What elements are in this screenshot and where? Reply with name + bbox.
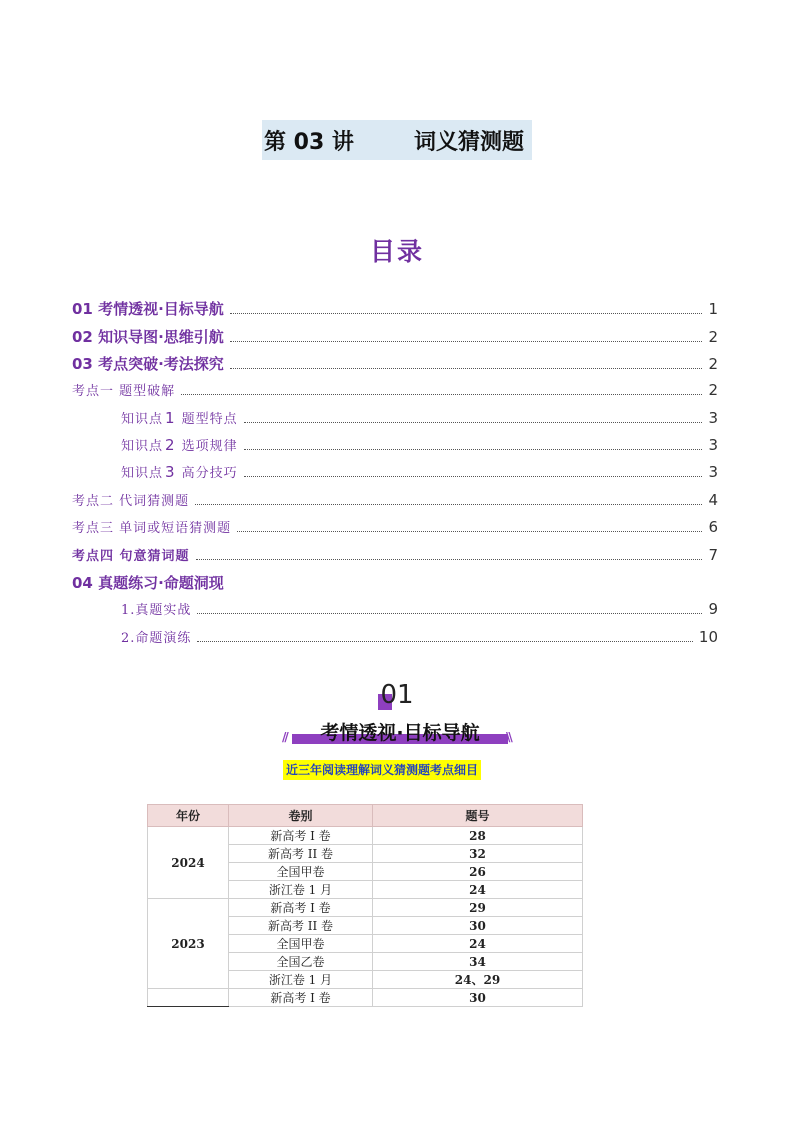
toc-item[interactable]: 知识点 3 高分技巧 3: [121, 463, 718, 481]
toc-heading: 目录: [369, 237, 424, 266]
section-number: 01: [380, 680, 414, 710]
toc-item[interactable]: 知识点 2 选项规律 3: [121, 436, 718, 454]
table-header-row: [148, 805, 583, 827]
column-header: 题号: [373, 805, 583, 827]
toc-item[interactable]: 1.真题实战 9: [121, 600, 718, 618]
paper-cell: 全国乙卷: [229, 953, 373, 971]
toc-item[interactable]: 考点四 句意猜词题 7: [72, 546, 718, 564]
question-cell: 30: [373, 989, 583, 1007]
year-cell: [148, 989, 229, 1007]
paper-cell: 新高考 II 卷: [229, 845, 373, 863]
section-header: [280, 718, 520, 746]
section-title: 考情透视·目标导航: [320, 722, 480, 744]
toc-item[interactable]: 02 知识导图·思维引航 2: [72, 328, 718, 346]
exam-table: [147, 804, 583, 1007]
paper-cell: 新高考 I 卷: [229, 899, 373, 917]
toc-item[interactable]: 考点一 题型破解 2: [72, 381, 718, 399]
toc-item[interactable]: 03 考点突破·考法探究 2: [72, 355, 718, 373]
question-cell: 26: [373, 863, 583, 881]
question-cell: 32: [373, 845, 583, 863]
toc-item[interactable]: 考点三 单词或短语猜测题 6: [72, 518, 718, 536]
question-cell: 30: [373, 917, 583, 935]
year-cell: 2024: [148, 827, 229, 899]
column-header: 卷别: [229, 805, 373, 827]
paper-cell: 浙江卷 1 月: [229, 881, 373, 899]
question-cell: 29: [373, 899, 583, 917]
question-cell: 24、29: [373, 971, 583, 989]
question-cell: 28: [373, 827, 583, 845]
toc-item[interactable]: 考点二 代词猜测题 4: [72, 491, 718, 509]
table-row: [148, 899, 583, 917]
paper-cell: 新高考 I 卷: [229, 989, 373, 1007]
slash-deco-left: //: [282, 730, 287, 744]
lecture-topic: 词义猜测题: [414, 129, 525, 155]
question-cell: 24: [373, 935, 583, 953]
lecture-title: [262, 120, 532, 160]
question-cell: 24: [373, 881, 583, 899]
toc-item[interactable]: 知识点 1 题型特点 3: [121, 409, 718, 427]
table-caption: 近三年阅读理解词义猜测题考点细目: [283, 760, 481, 780]
lecture-number: 第 03 讲: [264, 129, 354, 155]
table-row: [148, 989, 583, 1007]
column-header: 年份: [148, 805, 229, 827]
slash-deco-right: \\: [506, 730, 511, 744]
question-cell: 34: [373, 953, 583, 971]
table-row: [148, 827, 583, 845]
paper-cell: 浙江卷 1 月: [229, 971, 373, 989]
paper-cell: 新高考 I 卷: [229, 827, 373, 845]
paper-cell: 全国甲卷: [229, 863, 373, 881]
year-cell: 2023: [148, 899, 229, 989]
paper-cell: 全国甲卷: [229, 935, 373, 953]
toc-item[interactable]: 01 考情透视·目标导航 1: [72, 300, 718, 318]
paper-cell: 新高考 II 卷: [229, 917, 373, 935]
toc-item[interactable]: 2.命题演练 10: [121, 628, 718, 646]
toc-item[interactable]: 04 真题练习·命题洞现: [72, 574, 224, 592]
